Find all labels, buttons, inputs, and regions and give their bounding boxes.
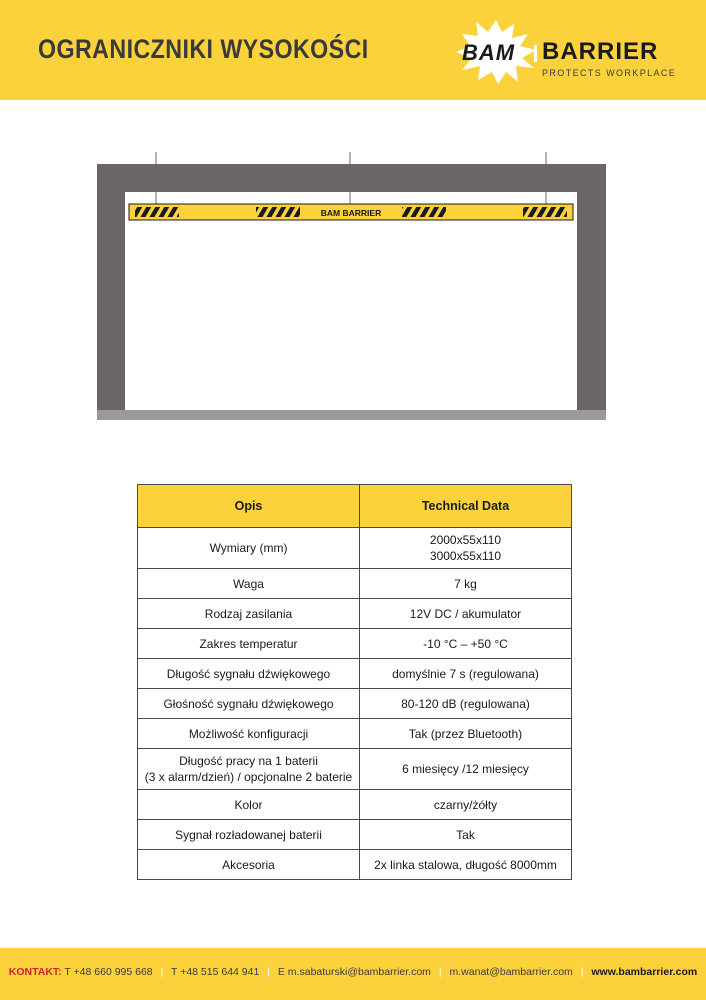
row-label: Długość sygnału dźwiękowego <box>138 659 360 689</box>
bam-barrier-logo <box>456 20 676 84</box>
logo-tagline: PROTECTS WORKPLACE <box>542 68 677 78</box>
hazard-stripes <box>523 207 567 217</box>
row-label: Wymiary (mm) <box>138 528 360 569</box>
row-label: Kolor <box>138 790 360 820</box>
logo-separator <box>534 45 537 62</box>
row-value: 80-120 dB (regulowana) <box>360 689 572 719</box>
table-row <box>138 629 572 659</box>
logo-bam-text: BAM <box>462 40 516 65</box>
table-row <box>138 569 572 599</box>
row-value: 2x linka stalowa, długość 8000mm <box>360 850 572 880</box>
row-value: Tak <box>360 820 572 850</box>
row-label: Rodzaj zasilania <box>138 599 360 629</box>
row-value: 6 miesięcy /12 miesięcy <box>360 749 572 790</box>
separator: | <box>580 966 584 978</box>
phone-1[interactable]: T +48 660 995 668 <box>64 966 153 978</box>
table-row <box>138 790 572 820</box>
page-footer <box>0 948 706 1000</box>
row-label: Waga <box>138 569 360 599</box>
row-label: Akcesoria <box>138 850 360 880</box>
separator: | <box>267 966 270 978</box>
row-value: 7 kg <box>360 569 572 599</box>
row-value: domyślnie 7 s (regulowana) <box>360 659 572 689</box>
page-header <box>0 0 706 100</box>
table-row <box>138 850 572 880</box>
phone-2[interactable]: T +48 515 644 941 <box>171 966 260 978</box>
page-title: OGRANICZNIKI WYSOKOŚCI <box>38 34 369 64</box>
row-value: czarny/żółty <box>360 790 572 820</box>
logo-barrier-text: BARRIER <box>542 38 659 65</box>
hazard-stripes <box>402 207 446 217</box>
separator: | <box>160 966 164 978</box>
row-label: Możliwość konfiguracji <box>138 719 360 749</box>
height-barrier-bar <box>129 204 573 220</box>
door-opening <box>125 192 577 410</box>
table-row <box>138 820 572 850</box>
table-row <box>138 749 572 790</box>
bar-logo-text: BAM BARRIER <box>320 208 382 218</box>
table-row <box>138 599 572 629</box>
hazard-stripes <box>256 207 300 217</box>
technical-data-table <box>137 484 572 880</box>
table-row <box>138 528 572 569</box>
table-row <box>138 719 572 749</box>
row-value: -10 °C – +50 °C <box>360 629 572 659</box>
kontakt-label: KONTAKT: <box>8 966 62 978</box>
header-opis: Opis <box>138 485 360 528</box>
floor-strip <box>97 410 606 420</box>
header-technical-data: Technical Data <box>360 485 572 528</box>
email-1[interactable]: E m.sabaturski@bambarrier.com <box>277 966 431 978</box>
table-row <box>138 659 572 689</box>
website-link[interactable]: www.bambarrier.com <box>591 966 698 978</box>
row-label: Sygnał rozładowanej baterii <box>138 820 360 850</box>
table-row <box>138 689 572 719</box>
row-label: Długość pracy na 1 baterii (3 x alarm/dzień) / opcjonalne 2 baterie <box>138 749 360 790</box>
contact-bar <box>0 966 706 978</box>
hazard-stripes <box>135 207 179 217</box>
height-barrier-illustration <box>97 152 606 422</box>
row-label: Głośność sygnału dźwiękowego <box>138 689 360 719</box>
row-value: Tak (przez Bluetooth) <box>360 719 572 749</box>
row-value: 12V DC / akumulator <box>360 599 572 629</box>
row-value: 2000x55x110 3000x55x110 <box>360 528 572 569</box>
row-label: Zakres temperatur <box>138 629 360 659</box>
email-2[interactable]: m.wanat@bambarrier.com <box>449 966 573 978</box>
table-header-row <box>138 485 572 528</box>
separator: | <box>438 966 442 978</box>
